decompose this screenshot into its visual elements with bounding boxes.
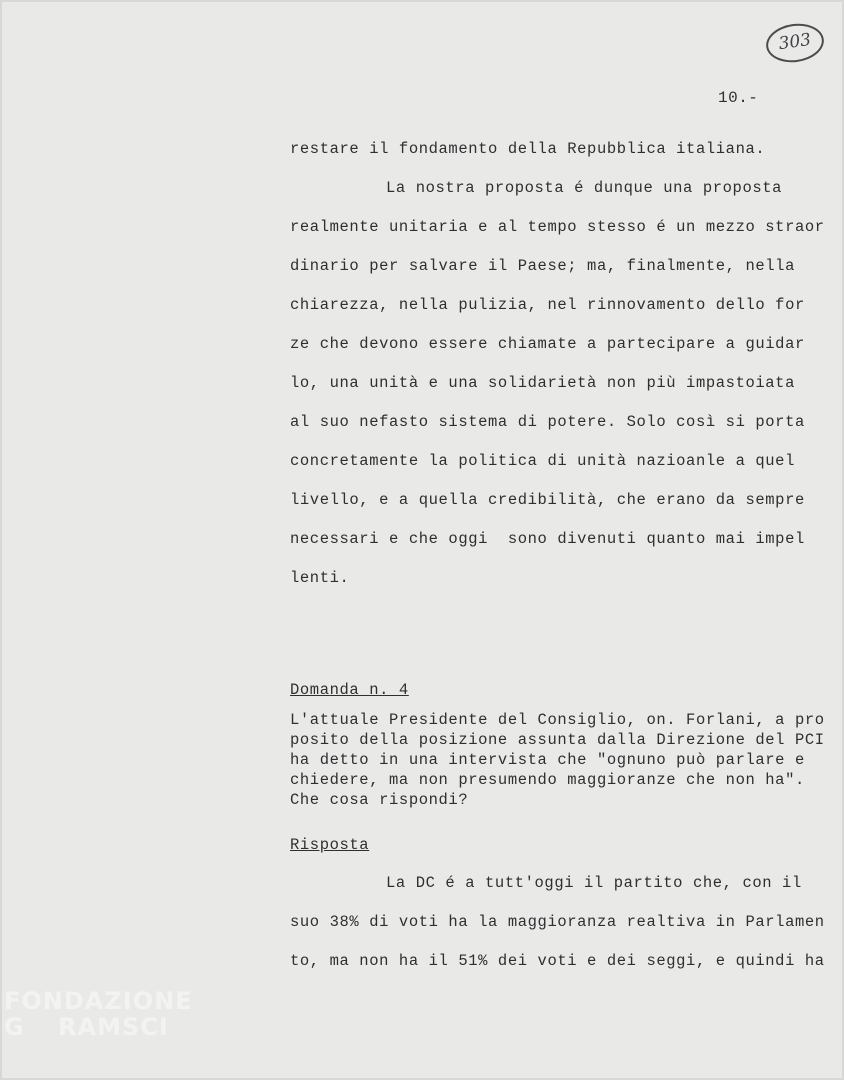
text-line: Che cosa rispondi? bbox=[290, 791, 469, 809]
text-line: al suo nefasto sistema di potere. Solo così si porta bbox=[290, 413, 805, 431]
text-line: dinario per salvare il Paese; ma, finalmente, nella bbox=[290, 257, 795, 275]
text-line: ha detto in una intervista che "ognuno può parlare e bbox=[290, 751, 805, 769]
question-text bbox=[290, 710, 830, 810]
text-line: lo, una unità e una solidarietà non più impastoiata bbox=[290, 374, 795, 392]
answer-text bbox=[290, 864, 830, 981]
question-heading: Domanda n. 4 bbox=[290, 681, 409, 699]
text-line: realmente unitaria e al tempo stesso é un mezzo straor bbox=[290, 218, 825, 236]
text-line: lenti. bbox=[290, 569, 350, 587]
page-number: 10.- bbox=[718, 89, 759, 107]
watermark-line1: FONDAZIONE bbox=[4, 987, 193, 1015]
main-paragraph bbox=[290, 130, 830, 598]
text-line: chiarezza, nella pulizia, nel rinnovamento dello for bbox=[290, 296, 805, 314]
text-line: necessari e che oggi sono divenuti quanto mai impel bbox=[290, 530, 805, 548]
archive-stamp: 303 bbox=[764, 20, 827, 66]
answer-heading: Risposta bbox=[290, 836, 370, 854]
text-line: ze che devono essere chiamate a partecipare a guidar bbox=[290, 335, 805, 353]
foundation-watermark bbox=[4, 988, 193, 1040]
text-line: livello, e a quella credibilità, che erano da sempre bbox=[290, 491, 805, 509]
text-line: suo 38% di voti ha la maggioranza realtiva in Parlamen bbox=[290, 913, 825, 931]
text-line: to, ma non ha il 51% dei voti e dei seggi, e quindi ha bbox=[290, 952, 825, 970]
text-line: restare il fondamento della Repubblica italiana. bbox=[290, 140, 766, 158]
text-line: L'attuale Presidente del Consiglio, on. Forlani, a pro bbox=[290, 711, 825, 729]
text-line: concretamente la politica di unità nazioanle a quel bbox=[290, 452, 795, 470]
text-line: La nostra proposta é dunque una proposta bbox=[386, 179, 783, 197]
text-line: La DC é a tutt'oggi il partito che, con il bbox=[386, 874, 802, 892]
text-line: chiedere, ma non presumendo maggioranze che non ha". bbox=[290, 771, 805, 789]
watermark-logo-letter: G bbox=[4, 1013, 25, 1041]
text-line: posito della posizione assunta dalla Direzione del PCI bbox=[290, 731, 825, 749]
watermark-line2: RAMSCI bbox=[58, 1013, 169, 1041]
